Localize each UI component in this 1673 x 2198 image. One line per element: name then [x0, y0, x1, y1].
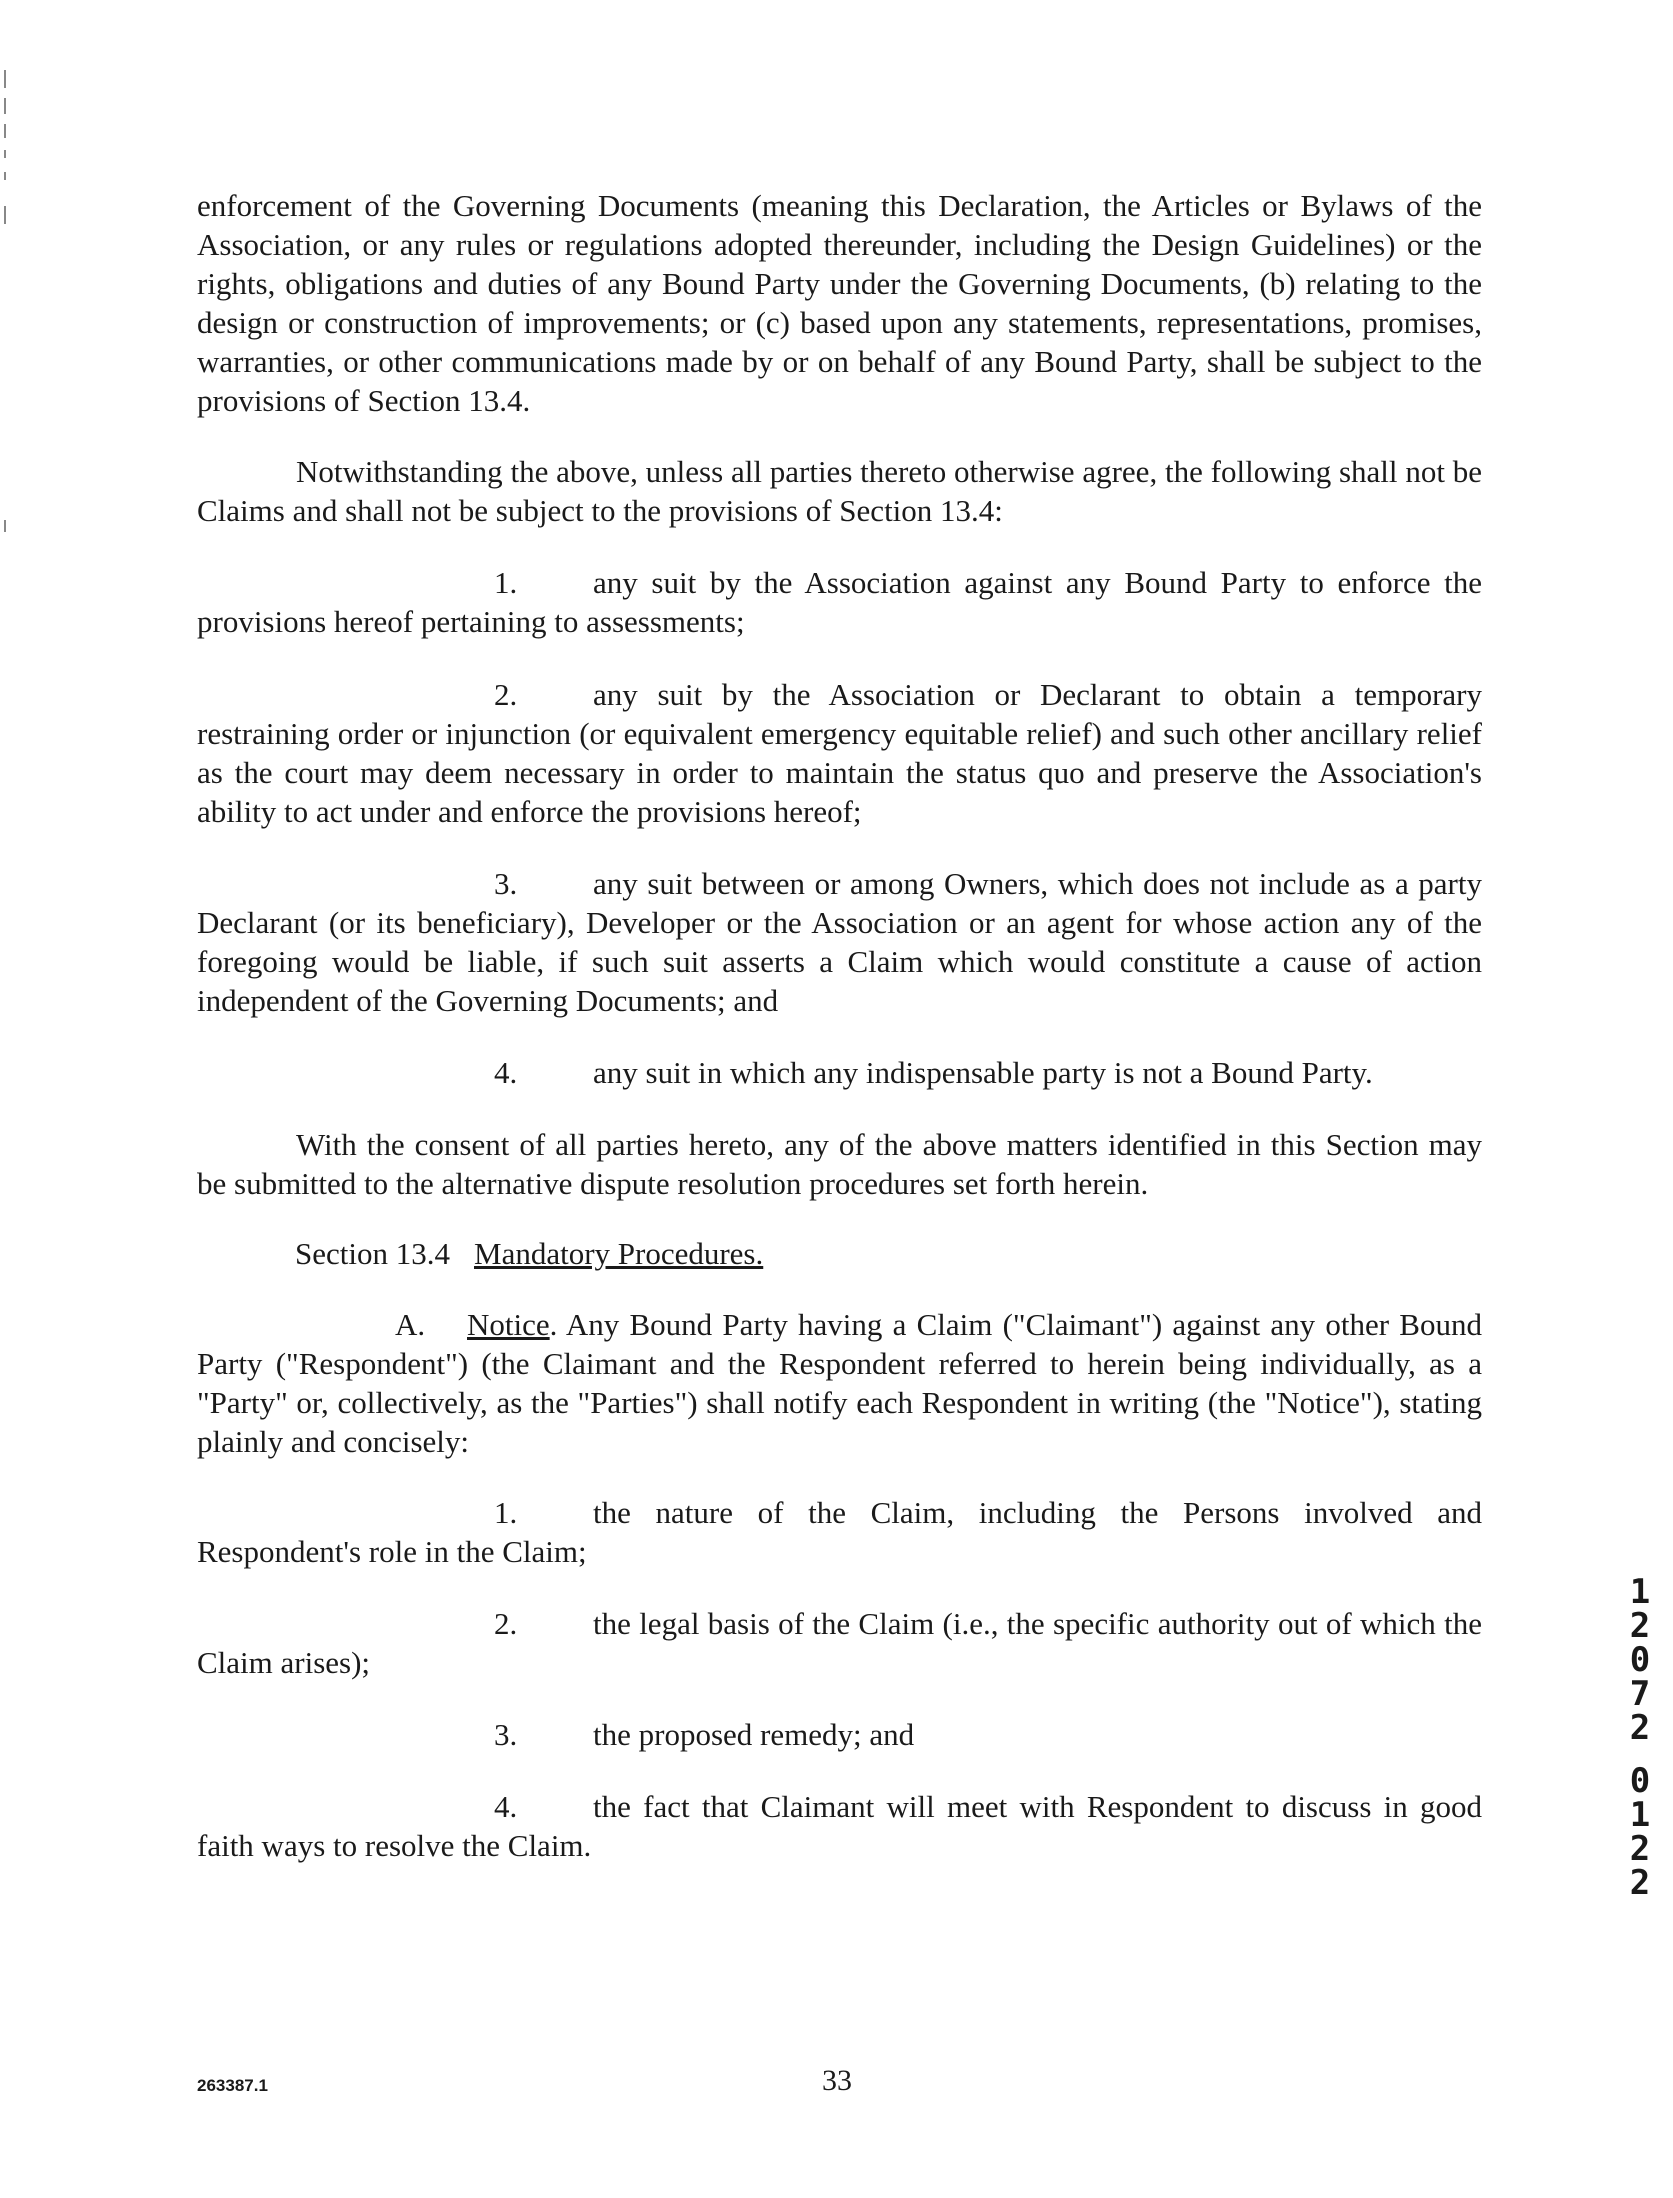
page-number: 33: [822, 2064, 852, 2097]
list-item-text: any suit between or among Owners, which does not include as a party Declarant (or its beneficiary), Developer or the Association or an agent for whose action any of the foregoing would be liable, if such suit asserts a Claim which would constitute a cause of action independent of the Governing Documents; and: [197, 866, 1482, 1018]
notice-item-1: [197, 1493, 1482, 1571]
stamp-digit: 7: [1629, 1674, 1651, 1714]
exclusion-item-3: [197, 864, 1482, 1020]
subsection-text: . Any Bound Party having a Claim ("Claimant") against any other Bound Party ("Respondent") (the Claimant and the Respondent referred to herein being individually, as a "Party" or, collectively, as the "Parties") shall notify each Respondent in writing (the "Notice"), stating plainly and concisely:: [197, 1307, 1482, 1459]
notice-item-3: [197, 1715, 1482, 1754]
stamp-digit: 2: [1629, 1829, 1651, 1869]
paragraph-notwithstanding: [197, 452, 1482, 530]
recording-stamp-upper: [1620, 1572, 1660, 1748]
notice-item-4: [197, 1787, 1482, 1865]
scan-edge-mark: [4, 172, 6, 180]
recording-stamp-lower: [1620, 1761, 1660, 1903]
list-number: 3.: [494, 1717, 518, 1752]
stamp-digit: 1: [1629, 1572, 1651, 1612]
list-number: 1.: [494, 565, 518, 600]
paragraph-text: enforcement of the Governing Documents (meaning this Declaration, the Articles or Bylaws of the Association, or any rules or regulations adopted thereunder, including the Design Guidelines) or the rights, obligations and duties of any Bound Party under the Governing Documents, (b) relating to the design or construction of improvements; or (c) based upon any statements, representations, promises, warranties, or other communications made by or on behalf of any Bound Party, shall be subject to the provisions of Section 13.4.: [197, 188, 1482, 418]
paragraph-text: With the consent of all parties hereto, any of the above matters identified in this Section may be submitted to the alternative dispute resolution procedures set forth herein.: [197, 1127, 1482, 1201]
exclusion-item-1: [197, 563, 1482, 641]
list-number: 2.: [494, 1606, 518, 1641]
list-item-text: the proposed remedy; and: [593, 1717, 915, 1752]
list-number: 4.: [494, 1055, 518, 1090]
section-number: Section 13.4: [295, 1236, 450, 1271]
scan-edge-mark: [4, 98, 6, 114]
notice-paragraph: [197, 1305, 1482, 1461]
list-number: 4.: [494, 1789, 518, 1824]
list-item-text: any suit by the Association against any Bound Party to enforce the provisions hereof pertaining to assessments;: [197, 565, 1482, 639]
scan-edge-mark: [4, 520, 6, 532]
section-title: Mandatory Procedures.: [474, 1236, 764, 1271]
scan-edge-mark: [4, 206, 6, 224]
list-number: 2.: [494, 677, 518, 712]
subsection-title: Notice: [467, 1307, 550, 1342]
list-item-text: any suit in which any indispensable party is not a Bound Party.: [593, 1055, 1373, 1090]
scan-edge-mark: [4, 150, 6, 158]
stamp-digit: 0: [1629, 1640, 1651, 1680]
section-heading: [295, 1234, 763, 1273]
paragraph-consent: [197, 1125, 1482, 1203]
exclusion-item-2: [197, 675, 1482, 831]
stamp-digit: 0: [1629, 1761, 1651, 1801]
stamp-digit: 1: [1629, 1795, 1651, 1835]
paragraph-continuation: [197, 186, 1482, 420]
stamp-digit: 2: [1629, 1708, 1651, 1748]
list-item-text: the nature of the Claim, including the Persons involved and Respondent's role in the Claim;: [197, 1495, 1482, 1569]
list-item-text: the fact that Claimant will meet with Respondent to discuss in good faith ways to resolve the Claim.: [197, 1789, 1482, 1863]
scan-edge-mark: [4, 70, 6, 88]
list-item-text: any suit by the Association or Declarant to obtain a temporary restraining order or injunction (or equivalent emergency equitable relief) and such other ancillary relief as the court may deem necessary in order to maintain the status quo and preserve the Association's ability to act under and enforce the provisions hereof;: [197, 677, 1482, 829]
list-number: 3.: [494, 866, 518, 901]
stamp-digit: 2: [1629, 1606, 1651, 1646]
list-item-text: the legal basis of the Claim (i.e., the specific authority out of which the Claim arises);: [197, 1606, 1482, 1680]
exclusion-item-4: [197, 1053, 1482, 1092]
notice-item-2: [197, 1604, 1482, 1682]
subsection-letter: A.: [395, 1307, 426, 1342]
scan-edge-mark: [4, 124, 6, 138]
list-number: 1.: [494, 1495, 518, 1530]
paragraph-text: Notwithstanding the above, unless all parties thereto otherwise agree, the following shall not be Claims and shall not be subject to the provisions of Section 13.4:: [197, 454, 1482, 528]
footer-document-id: 263387.1: [197, 2076, 268, 2095]
stamp-digit: 2: [1629, 1863, 1651, 1903]
